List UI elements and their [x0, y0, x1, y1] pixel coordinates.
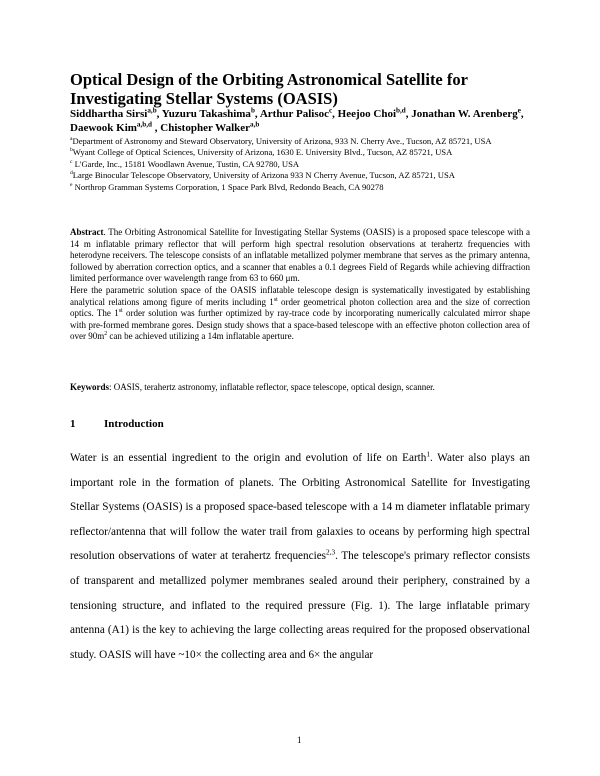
abstract-text: . The Orbiting Astronomical Satellite for Investigating Stellar Systems (OASIS) is a proposed space telescope with a 14 m inflatable primary reflector that will perform high spectral resolution observations at terahertz frequencies with heterodyne receivers. The telescope consists of an inflatable metallized polymer membrane that serves as the primary antenna, followed by aberration correction optics, and a scanner that enables a 0.1 degrees Field of Regards while achieving diffraction limited performance over wavelength range from 63 to 660 μm.: [70, 227, 530, 284]
citation: 1: [426, 450, 431, 459]
abstract-text: order geometrical photon collection area and the size of correction optics. The 1: [70, 296, 530, 319]
abstract: [70, 227, 530, 343]
author-name: Siddhartha Sirsi: [70, 108, 148, 120]
author-name: Arthur Palisoc: [259, 108, 329, 120]
author-affil-marker: a,b: [147, 106, 157, 115]
author-name: Yuzuru Takashima: [161, 108, 251, 120]
affiliation-text: Northrop Gramman Systems Corporation, 1 Space Park Blvd, Redondo Beach, CA 90278: [74, 181, 384, 192]
section-title: Introduction: [104, 418, 164, 430]
abstract-label: Abstract: [70, 227, 104, 237]
keywords-text: : OASIS, terahertz astronomy, inflatable reflector, space telescope, optical design, scanner.: [109, 382, 435, 392]
author-name: Chistopher Walker: [160, 121, 251, 134]
affiliation: [70, 170, 535, 181]
affiliation-text: Department of Astronomy and Steward Observatory, University of Arizona, 933 N. Cherry Ave., Tucson, AZ 85721, USA: [72, 136, 492, 146]
superscript: 2: [104, 331, 108, 338]
affiliation-list: [70, 136, 535, 193]
author-name: Daewook Kim: [70, 121, 137, 134]
affiliation: [70, 136, 535, 147]
affiliation-marker: e: [70, 181, 73, 188]
author-affil-marker: c: [328, 106, 333, 115]
keywords-label: Keywords: [70, 382, 109, 392]
superscript: st: [118, 308, 123, 315]
author-name: Jonathan W. Arenberg: [411, 108, 518, 120]
affiliation-marker: a: [70, 136, 73, 143]
citation: 2,3: [326, 548, 336, 557]
author-name: Heejoo Choi: [337, 108, 397, 120]
body-text: . Water also plays an important role in the formation of planets. The Orbiting Astronomical Satellite for Investigating Stellar Systems (OASIS) is a proposed space-based telescope with a 14 m diameter inflatable primary reflector/antenna that will follow the water trail from galaxies to oceans by performing high spectral resolution observations of water at terahertz frequencies: [70, 452, 530, 563]
abstract-paragraph: [70, 285, 530, 343]
section-heading: [70, 418, 164, 430]
page-number: 1: [297, 735, 302, 745]
abstract-text: order solution was further optimized by ray-trace code by incorporating numerically calculated mirror shape with pre-formed membrane gores. Design study shows that a space-based telescope with an effective photon collection area of over 90m: [70, 308, 531, 342]
paper-title: Optical Design of the Orbiting Astronomical Satellite for Investigating Stellar Systems (OASIS): [70, 70, 468, 108]
author-list: Siddhartha Sirsi$^{a,b}$, Yuzuru Takashima$^b$, Arthur Palisoc$^c$, Heejoo Choi$^{b,d}$, Jonathan W. Arenberg$^e$, Daewook Kim$^{a,b,d}$ , Chistopher Walker$^{a,b}$: [70, 106, 524, 134]
affiliation-marker: c: [70, 158, 73, 165]
affiliation: [70, 159, 535, 170]
abstract-paragraph: [70, 227, 530, 285]
affiliation-marker: d: [70, 170, 73, 177]
affiliation-text: Wyant College of Optical Sciences, University of Arizona, 1630 E. University Blvd., Tucson, AZ 85721, USA: [72, 147, 453, 158]
abstract-text: Here the parametric solution space of the OASIS inflatable telescope design is systematically investigated by establishing analytical relations among figure of merits including 1: [70, 284, 530, 307]
affiliation-text: L'Garde, Inc., 15181 Woodlawn Avenue, Tustin, CA 92780, USA: [74, 158, 300, 169]
introduction-body: [70, 446, 530, 667]
superscript: st: [273, 296, 278, 303]
affiliation-text: Large Binocular Telescope Observatory, University of Arizona 933 N Cherry Avenue, Tucson, AZ 85721, USA: [72, 170, 455, 181]
author-affil-marker: a,b: [250, 119, 260, 128]
author-affil-marker: b: [250, 106, 255, 115]
author-affil-marker: a,b,d: [136, 119, 153, 128]
keywords: [70, 382, 530, 394]
affiliation-marker: b: [70, 147, 73, 154]
author-affil-marker: b,d: [396, 106, 406, 115]
abstract-text: can be achieved utilizing a 14m inflatable aperture.: [107, 331, 294, 342]
body-paragraph: [70, 446, 530, 667]
section-number: 1: [70, 418, 76, 430]
body-text: Water is an essential ingredient to the origin and evolution of life on Earth: [70, 452, 427, 464]
author-affil-marker: e: [517, 106, 521, 115]
affiliation: [70, 182, 535, 193]
affiliation: [70, 147, 535, 158]
body-text: . The telescope's primary reflector consists of transparent and metallized polymer membranes sealed around their periphery, constrained by a tensioning structure, and inflated to the required pressure (Fig. 1). The large inflatable primary antenna (A1) is the key to achieving the large collecting areas required for the proposed observational study. OASIS will have ~10× the collecting area and 6× the angular: [70, 550, 530, 661]
